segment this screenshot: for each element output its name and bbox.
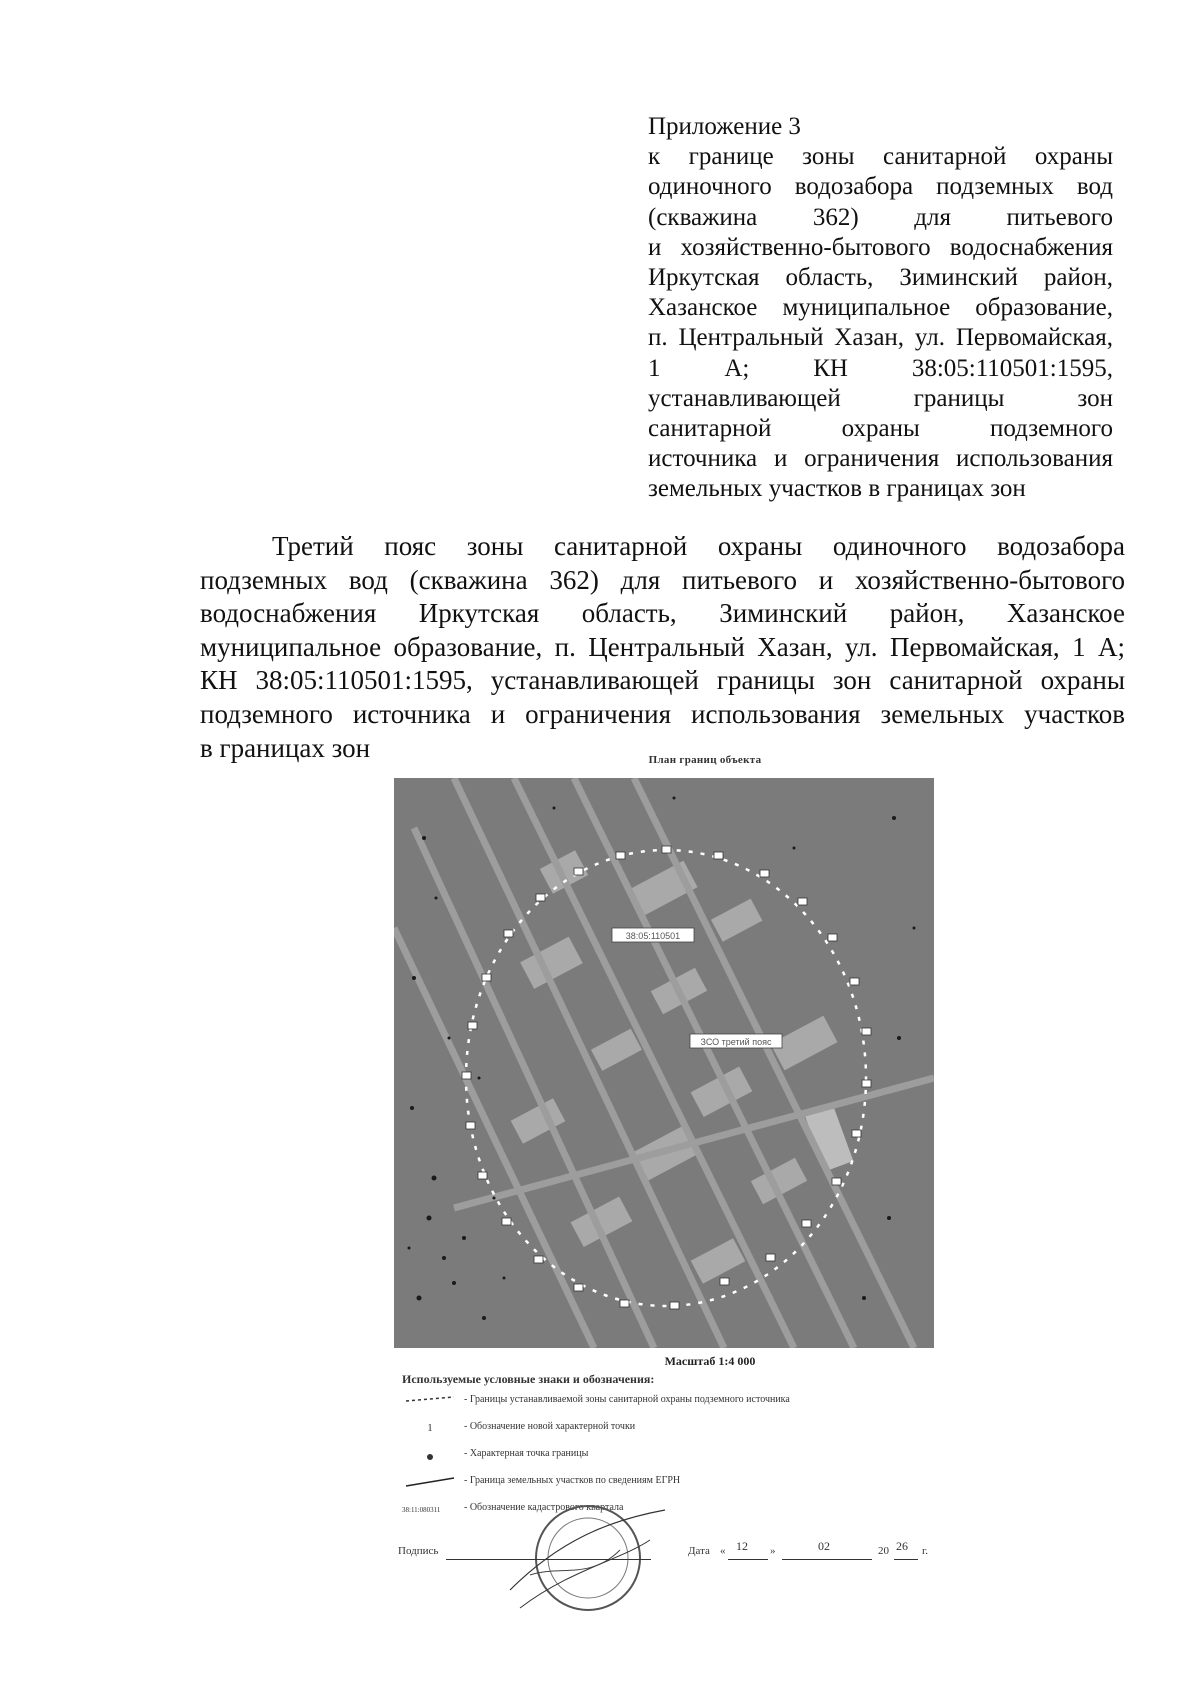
- year-unit: г.: [922, 1545, 929, 1557]
- solid-line-icon: [402, 1472, 458, 1492]
- legend: [402, 1372, 962, 1526]
- paragraph-line: КН 38:05:110501:1595, устанавливающей границы зон санитарной охраны: [200, 665, 1125, 696]
- appendix-line: п. Центральный Хазан, ул. Первомайская,: [648, 324, 1113, 352]
- legend-text: - Обозначение кадастрового квартала: [464, 1502, 624, 1513]
- appendix-line: 1 А; КН 38:05:110501:1595,: [648, 354, 1113, 382]
- appendix-line: устанавливающей границы зон: [648, 384, 1113, 412]
- plan-title: План границ объекта: [648, 754, 762, 766]
- appendix-line: Хазанское муниципальное образование,: [648, 294, 1113, 322]
- appendix-line: санитарной охраны подземного: [648, 415, 1113, 443]
- point-icon: [402, 1445, 458, 1465]
- map-scale: Масштаб 1:4 000: [664, 1354, 756, 1368]
- legend-item: [402, 1445, 962, 1472]
- appendix-line: и хозяйственно-бытового водоснабжения: [648, 233, 1113, 261]
- date-year: 26: [896, 1539, 908, 1553]
- legend-text: - Характерная точка границы: [464, 1448, 589, 1459]
- signature-line: [446, 1559, 651, 1560]
- legend-text: - Граница земельных участков по сведениям ЕГРН: [464, 1475, 681, 1486]
- legend-text: - Границы устанавливаемой зоны санитарной охраны подземного источника: [464, 1394, 790, 1405]
- date-label: Дата: [688, 1545, 710, 1557]
- appendix-header: [648, 112, 1113, 505]
- appendix-lines: [648, 142, 1113, 504]
- month-line: [782, 1559, 872, 1560]
- day-line: [728, 1559, 768, 1560]
- aerial-map: [394, 778, 934, 1348]
- paragraph-line: подземных вод (скважина 362) для питьевого и хозяйственно-бытового: [200, 564, 1125, 595]
- appendix-line: земельных участков в границах зон: [648, 475, 1026, 503]
- paragraph-line: муниципальное образование, п. Центральный Хазан, ул. Первомайская, 1 А;: [200, 631, 1125, 662]
- appendix-line: источника и ограничения использования: [648, 445, 1113, 473]
- legend-item: [402, 1391, 962, 1418]
- legend-item: [402, 1499, 962, 1526]
- paragraph-line: в границах зон: [200, 732, 371, 763]
- map-canvas: [394, 778, 934, 1348]
- legend-heading: Используемые условные знаки и обозначения:: [402, 1372, 655, 1386]
- year-line: [894, 1559, 918, 1560]
- date-day: 12: [736, 1539, 748, 1553]
- appendix-line: одиночного водозабора подземных вод: [648, 173, 1113, 201]
- legend-item: [402, 1472, 962, 1499]
- zone-label: ЗСО третий пояс: [700, 1037, 772, 1047]
- signature-label: Подпись: [398, 1545, 439, 1557]
- appendix-line: к границе зоны санитарной охраны: [648, 143, 1113, 171]
- year-prefix: 20: [878, 1545, 889, 1557]
- signature-row: Подпись Дата « 12 » 02 20 26 г.: [398, 1537, 958, 1567]
- legend-item: [402, 1418, 962, 1445]
- paragraph-line: водоснабжения Иркутская область, Зиминский район, Хазанское: [200, 598, 1125, 629]
- main-paragraph: [200, 530, 1125, 765]
- legend-text: - Обозначение новой характерной точки: [464, 1421, 636, 1432]
- appendix-line: Иркутская область, Зиминский район,: [648, 264, 1113, 292]
- appendix-line: (скважина 362) для питьевого: [648, 203, 1113, 231]
- quarter-label: 38:05:110501: [625, 931, 681, 941]
- number-label-icon: 1: [427, 1422, 433, 1434]
- paragraph-line: Третий пояс зоны санитарной охраны одиночного водозабора: [272, 531, 1125, 561]
- paragraph-line: подземного источника и ограничения использования земельных участков: [200, 698, 1125, 729]
- date-month: 02: [818, 1539, 830, 1553]
- dashed-line-icon: [402, 1391, 458, 1411]
- quarter-number-icon: 38:11:080311: [402, 1506, 441, 1514]
- appendix-title: Приложение 3: [648, 113, 801, 140]
